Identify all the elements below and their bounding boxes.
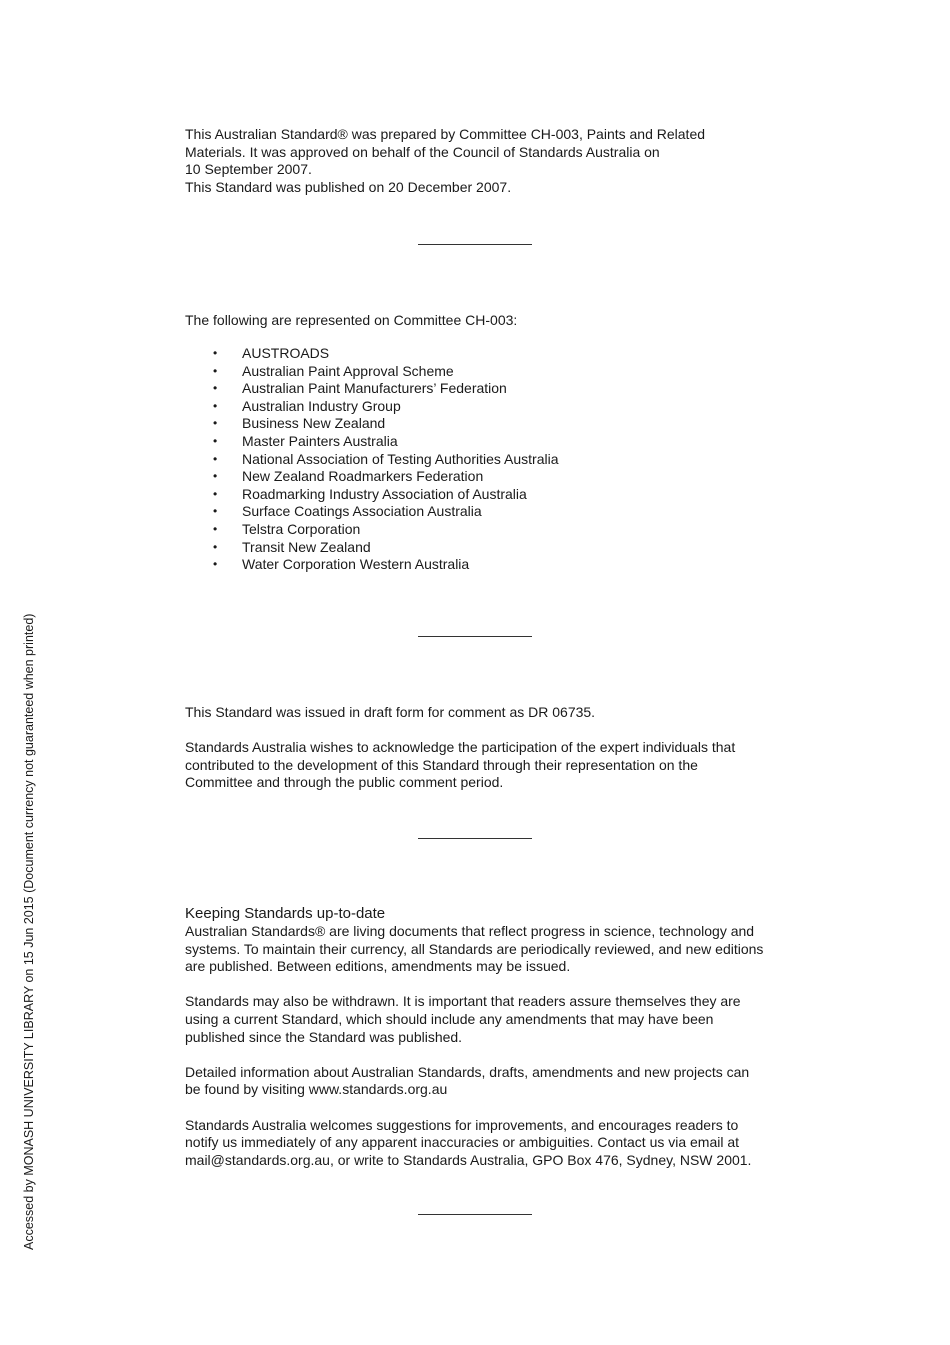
- bullet-icon: •: [213, 504, 218, 519]
- list-item: [185, 345, 785, 363]
- keeping-paragraph-3: [185, 1064, 785, 1099]
- list-item: [185, 363, 785, 381]
- prep-line: 10 September 2007.: [185, 161, 312, 178]
- bullet-icon: •: [213, 346, 218, 360]
- committee-intro-text: The following are represented on Committee CH-003:: [185, 312, 518, 328]
- member-name: Roadmarking Industry Association of Australia: [242, 485, 527, 502]
- bullet-icon: •: [213, 398, 218, 413]
- paragraph-line: published since the Standard was published.: [185, 1028, 463, 1045]
- bullet-icon: •: [213, 557, 218, 572]
- member-name: Australian Industry Group: [242, 397, 401, 414]
- bullet-icon: •: [213, 539, 218, 554]
- member-name: Master Painters Australia: [242, 432, 398, 449]
- member-name: New Zealand Roadmarkers Federation: [242, 468, 484, 485]
- access-notice: Accessed by MONASH UNIVERSITY LIBRARY on 15 Jun 2015 (Document currency not guaranteed when printed): [22, 613, 36, 1250]
- list-item: [185, 433, 785, 451]
- bullet-icon: •: [213, 433, 218, 448]
- section-divider: [418, 1214, 532, 1215]
- list-item: [185, 398, 785, 416]
- member-name: Telstra Corporation: [242, 520, 361, 537]
- paragraph-line: Detailed information about Australian Standards, drafts, amendments and new projects can: [185, 1063, 750, 1080]
- paragraph-line: mail@standards.org.au, or write to Standards Australia, GPO Box 476, Sydney, NSW 2001.: [185, 1151, 752, 1168]
- list-item: [185, 503, 785, 521]
- keeping-paragraph-2: [185, 993, 785, 1046]
- section-divider: [418, 636, 532, 637]
- draft-issued-text: This Standard was issued in draft form for comment as DR 06735.: [185, 704, 596, 720]
- keeping-paragraph-1: [185, 923, 785, 976]
- list-item: [185, 486, 785, 504]
- member-name: Transit New Zealand: [242, 538, 371, 555]
- paragraph-line: are published. Between editions, amendments may be issued.: [185, 958, 571, 975]
- paragraph-line: systems. To maintain their currency, all Standards are periodically reviewed, and new editions: [185, 940, 764, 957]
- member-name: Business New Zealand: [242, 415, 386, 432]
- list-item: [185, 521, 785, 539]
- ack-line: contributed to the development of this Standard through their representation on the: [185, 756, 698, 773]
- preparation-statement: [185, 126, 785, 196]
- section-heading: Keeping Standards up-to-date: [185, 905, 386, 922]
- list-item: [185, 539, 785, 557]
- member-name: Australian Paint Manufacturers’ Federation: [242, 380, 507, 397]
- committee-member-list: [185, 345, 785, 574]
- bullet-icon: •: [213, 521, 218, 536]
- prep-line: This Standard was published on 20 December 2007.: [185, 178, 512, 195]
- draft-statement: [185, 704, 785, 792]
- member-name: Australian Paint Approval Scheme: [242, 362, 454, 379]
- bullet-icon: •: [213, 363, 218, 378]
- member-name: National Association of Testing Authorities Australia: [242, 450, 559, 467]
- section-divider: [418, 838, 532, 839]
- list-item: [185, 380, 785, 398]
- bullet-icon: •: [213, 469, 218, 484]
- paragraph-line: Australian Standards® are living documents that reflect progress in science, technology and: [185, 923, 755, 939]
- member-name: Water Corporation Western Australia: [242, 556, 470, 573]
- bullet-icon: •: [213, 486, 218, 501]
- list-item: [185, 415, 785, 433]
- member-name: AUSTROADS: [242, 345, 330, 361]
- paragraph-line: be found by visiting www.standards.org.au: [185, 1081, 448, 1098]
- ack-line: Committee and through the public comment period.: [185, 774, 504, 791]
- paragraph-line: using a current Standard, which should include any amendments that may have been: [185, 1010, 714, 1027]
- list-item: [185, 451, 785, 469]
- section-divider: [418, 244, 532, 245]
- member-name: Surface Coatings Association Australia: [242, 503, 482, 520]
- paragraph-line: Standards Australia welcomes suggestions for improvements, and encourages readers to: [185, 1116, 739, 1133]
- list-item: [185, 556, 785, 574]
- paragraph-line: Standards may also be withdrawn. It is important that readers assure themselves they are: [185, 993, 741, 1010]
- prep-line: This Australian Standard® was prepared by Committee CH-003, Paints and Related: [185, 126, 706, 142]
- ack-line: Standards Australia wishes to acknowledge the participation of the expert individuals that: [185, 739, 736, 756]
- committee-intro: [185, 312, 785, 330]
- bullet-icon: •: [213, 451, 218, 466]
- keeping-paragraph-4: [185, 1117, 785, 1170]
- list-item: [185, 468, 785, 486]
- bullet-icon: •: [213, 381, 218, 396]
- paragraph-line: notify us immediately of any apparent inaccuracies or ambiguities. Contact us via email at: [185, 1134, 740, 1151]
- bullet-icon: •: [213, 416, 218, 431]
- keeping-standards-section: [185, 905, 785, 1169]
- prep-line: Materials. It was approved on behalf of the Council of Standards Australia on: [185, 143, 660, 160]
